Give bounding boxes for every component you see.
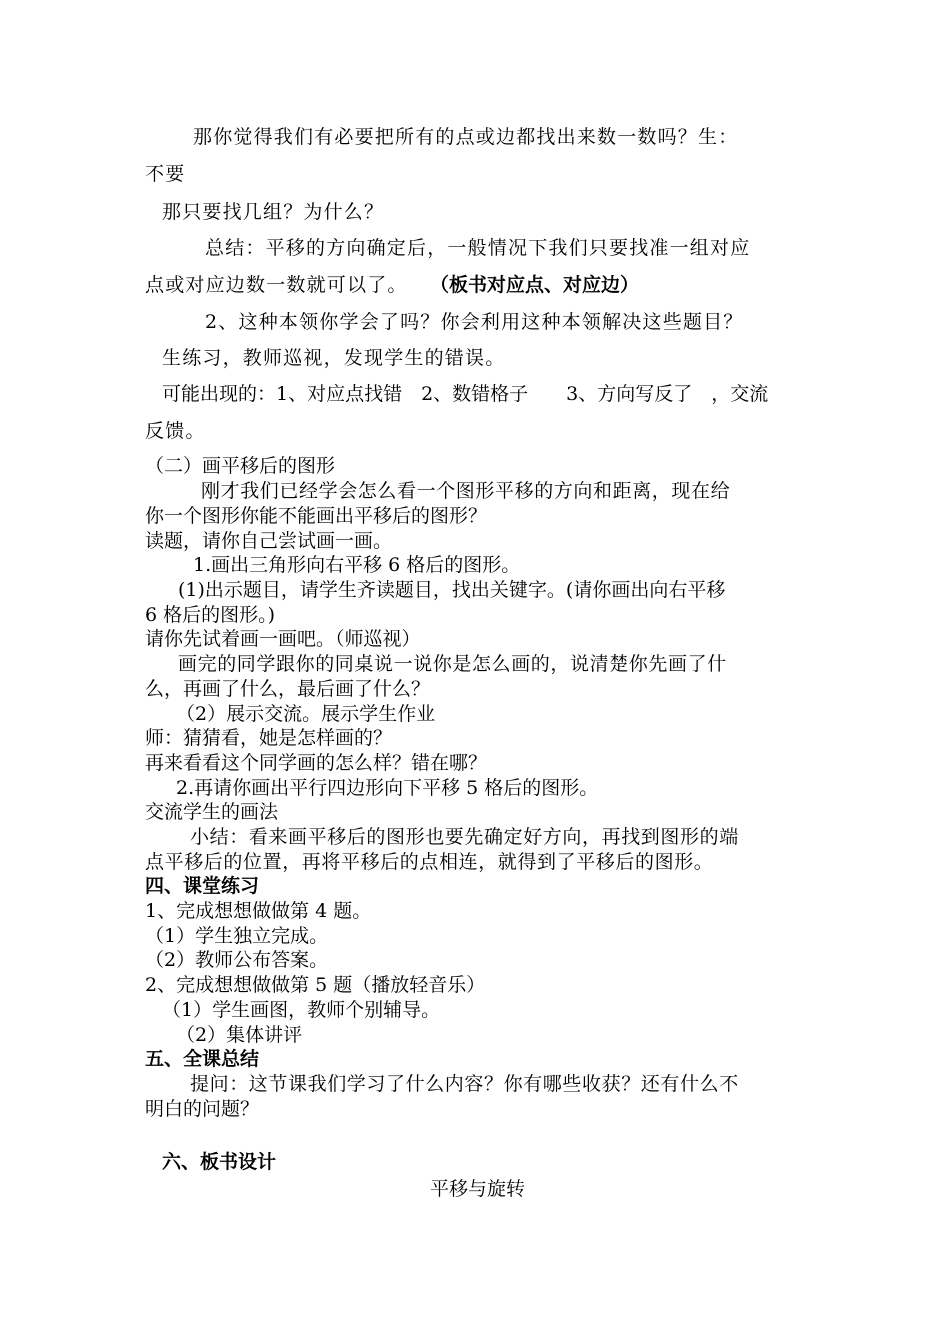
paragraph-line: 2.再请你画出平行四边形向下平移 5 格后的图形。 [176, 777, 599, 799]
paragraph-line: 1.画出三角形向右平移 6 格后的图形。 [193, 554, 521, 576]
paragraph-line: 师：猜猜看，她是怎样画的？ [145, 727, 393, 749]
paragraph-line: 点或对应边数一数就可以了。 [145, 274, 408, 296]
paragraph-line: 读题，请你自己尝试画一画。 [145, 530, 393, 552]
paragraph-line: 生练习，教师巡视，发现学生的错误。 [162, 347, 506, 369]
paragraph-line: 可能出现的：1、对应点找错 2、数错格子 3、方向写反了 ，交流 [162, 383, 769, 405]
paragraph-line: （2）展示交流。展示学生作业 [176, 703, 436, 725]
paragraph-line: （1）学生独立完成。 [145, 925, 329, 947]
paragraph-line: 你一个图形你能不能画出平移后的图形？ [145, 505, 488, 527]
paragraph-line: 1、完成想想做做第 4 题。 [145, 900, 372, 922]
paragraph-line: 6 格后的图形。) [145, 604, 276, 626]
paragraph-line: 刚才我们已经学会怎么看一个图形平移的方向和距离，现在给 [201, 480, 731, 502]
paragraph-line: 那只要找几组？为什么？ [162, 201, 385, 223]
paragraph-line: 画完的同学跟你的同桌说一说你是怎么画的，说清楚你先画了什 [178, 653, 727, 675]
paragraph-line: 不要 [145, 163, 186, 185]
section-heading: （二）画平移后的图形 [145, 455, 336, 477]
paragraph-line: 明白的问题？ [145, 1098, 260, 1120]
paragraph-line: 么，再画了什么，最后画了什么？ [145, 678, 431, 700]
paragraph-line: 再来看看这个同学画的怎么样？错在哪？ [145, 752, 488, 774]
section-heading: 四、课堂练习 [145, 875, 260, 897]
paragraph-line: 提问：这节课我们学习了什么内容？你有哪些收获？还有什么不 [190, 1073, 739, 1095]
section-heading: 五、全课总结 [145, 1048, 260, 1070]
paragraph-line: 交流学生的画法 [145, 801, 279, 823]
paragraph-line: 请你先试着画一画吧。（师巡视） [145, 628, 421, 650]
paragraph-line: 总结：平移的方向确定后，一般情况下我们只要找准一组对应 [205, 237, 751, 259]
paragraph-line: 小结：看来画平移后的图形也要先确定好方向，再找到图形的端 [190, 826, 739, 848]
paragraph-line: 2、完成想想做做第 5 题（播放轻音乐） [145, 974, 486, 996]
paragraph-line: （1）学生画图，教师个别辅导。 [162, 999, 441, 1021]
board-note: （板书对应点、对应边） [430, 274, 640, 296]
paragraph-line: 2、这种本领你学会了吗？你会利用这种本领解决这些题目？ [205, 311, 744, 333]
section-heading: 六、板书设计 [162, 1151, 277, 1173]
paragraph-line: (1)出示题目，请学生齐读题目，找出关键字。(请你画出向右平移 [178, 579, 726, 601]
paragraph-line: 反馈。 [145, 420, 206, 442]
paragraph-line: 那你觉得我们有必要把所有的点或边都找出来数一数吗？生： [193, 126, 739, 148]
paragraph-line: 点平移后的位置，再将平移后的点相连，就得到了平移后的图形。 [145, 851, 714, 873]
paragraph-line: （2）集体讲评 [176, 1024, 303, 1046]
board-title: 平移与旋转 [430, 1178, 526, 1200]
paragraph-line: （2）教师公布答案。 [145, 949, 329, 971]
